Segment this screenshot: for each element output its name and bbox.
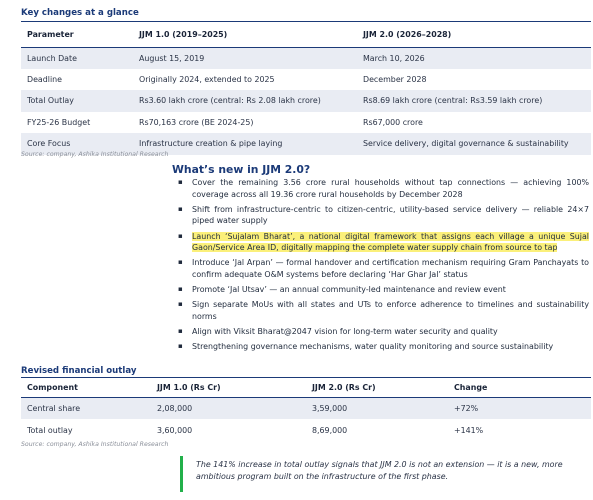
table-cell: 3,60,000: [157, 425, 193, 435]
whats-new-list: [172, 177, 589, 356]
square-bullet-icon: ▪: [178, 342, 183, 351]
table-row: [21, 90, 591, 112]
list-item: [172, 341, 589, 353]
table-cell: Total Outlay: [21, 90, 133, 112]
table-cell: Deadline: [27, 74, 63, 84]
col-header-jjm1: JJM 1.0 (2019–2025): [139, 29, 228, 39]
table-cell: 2,08,000: [151, 397, 306, 419]
square-bullet-icon: ▪: [178, 204, 183, 213]
table-cell: Infrastructure creation & pipe laying: [133, 133, 357, 155]
table-source-note: Source: company, Ashika Institutional Research: [21, 441, 169, 448]
col-header-change: Change: [454, 382, 488, 392]
list-item: [172, 204, 589, 227]
table-cell: Rs8.69 lakh crore (central: Rs3.59 lakh crore): [357, 90, 591, 112]
list-item: [172, 284, 589, 296]
list-item: [172, 177, 589, 200]
table-cell: Rs3.60 lakh crore (central: Rs 2.08 lakh crore): [133, 90, 357, 112]
list-item-text: Align with Viksit Bharat@2047 vision for long-term water security and quality: [192, 327, 498, 337]
list-item-text: Cover the remaining 3.56 crore rural households without tap connections — achieving 100% coverage across all 19.36 crore rural households by December 2028: [192, 178, 589, 199]
table-cell: Rs67,000 crore: [363, 117, 423, 127]
table-cell: Rs70,163 crore (BE 2024-25): [139, 117, 254, 127]
square-bullet-icon: ▪: [178, 258, 183, 267]
square-bullet-icon: ▪: [178, 178, 183, 186]
square-bullet-icon: ▪: [178, 285, 183, 294]
list-item-text: Sign separate MoUs with all states and UTs to enforce adherence to timelines and sustainability norms: [192, 300, 589, 321]
table-cell: Central share: [21, 397, 151, 419]
table-row: [21, 112, 591, 134]
table-row: [21, 397, 591, 419]
table-cell: Core Focus: [21, 133, 133, 155]
conclusion-quote: The 141% increase in total outlay signals that JJM 2.0 is not an extension — it is a new, more ambitious program built on the infrastructure of the first phase.: [196, 460, 563, 482]
highlighted-list-item-text: Launch ‘Sujalam Bharat’, a national digital framework that assigns each village a unique Sujal Gaon/Service Area ID, digitally mapping the complete water supply chain from source to tap: [192, 231, 589, 253]
list-item: [172, 326, 589, 338]
table-cell: August 15, 2019: [133, 47, 357, 69]
table-cell: +72%: [448, 397, 591, 419]
col-header-jjm2-rs-cr: JJM 2.0 (Rs Cr): [312, 382, 376, 392]
table-cell: Total outlay: [27, 425, 73, 435]
list-item-text: Introduce ‘Jal Arpan’ — formal handover and certification mechanism requiring Gram Panchayats to confirm adequate O&M systems before declaring ‘Har Ghar Jal’ status: [192, 258, 589, 279]
square-bullet-icon: ▪: [178, 231, 183, 240]
table-header-row: [21, 378, 591, 397]
list-item-text: Promote ‘Jal Utsav’ — an annual community-led maintenance and review event: [192, 285, 506, 295]
quote-accent-bar: [180, 456, 183, 492]
col-header-jjm2: JJM 2.0 (2026–2028): [363, 29, 452, 39]
financial-outlay-title: Revised financial outlay: [21, 366, 137, 376]
table-header-row: [21, 22, 591, 47]
table-cell: Launch Date: [21, 47, 133, 69]
table-cell: 8,69,000: [312, 425, 348, 435]
table-cell: March 10, 2026: [357, 47, 591, 69]
col-header-component: Component: [27, 382, 78, 392]
table-cell: Service delivery, digital governance & sustainability: [357, 133, 591, 155]
col-header-jjm1-rs-cr: JJM 1.0 (Rs Cr): [157, 382, 221, 392]
table-source-note: Source: company, Ashika Institutional Research: [21, 151, 169, 158]
square-bullet-icon: ▪: [178, 300, 183, 309]
list-item: [172, 299, 589, 322]
table-row: [21, 69, 591, 91]
square-bullet-icon: ▪: [178, 327, 183, 336]
table-cell: 3,59,000: [306, 397, 448, 419]
table-cell: +141%: [454, 425, 484, 435]
table-cell: Originally 2024, extended to 2025: [139, 74, 275, 84]
financial-outlay-table: [21, 378, 591, 441]
table-row: [21, 419, 591, 441]
list-item: [172, 257, 589, 280]
whats-new-heading: What’s new in JJM 2.0?: [172, 163, 311, 176]
table-cell: December 2028: [363, 74, 427, 84]
col-header-parameter: Parameter: [27, 29, 74, 39]
key-changes-title: Key changes at a glance: [21, 8, 139, 18]
list-item-text: Strengthening governance mechanisms, water quality monitoring and source sustainability: [192, 342, 554, 352]
table-row: [21, 47, 591, 69]
list-item-text: Shift from infrastructure-centric to citizen-centric, utility-based service delivery — reliable 24×7 piped water supply: [192, 204, 589, 226]
list-item: [172, 231, 589, 254]
table-cell: FY25-26 Budget: [27, 117, 91, 127]
key-changes-table: [21, 22, 591, 155]
